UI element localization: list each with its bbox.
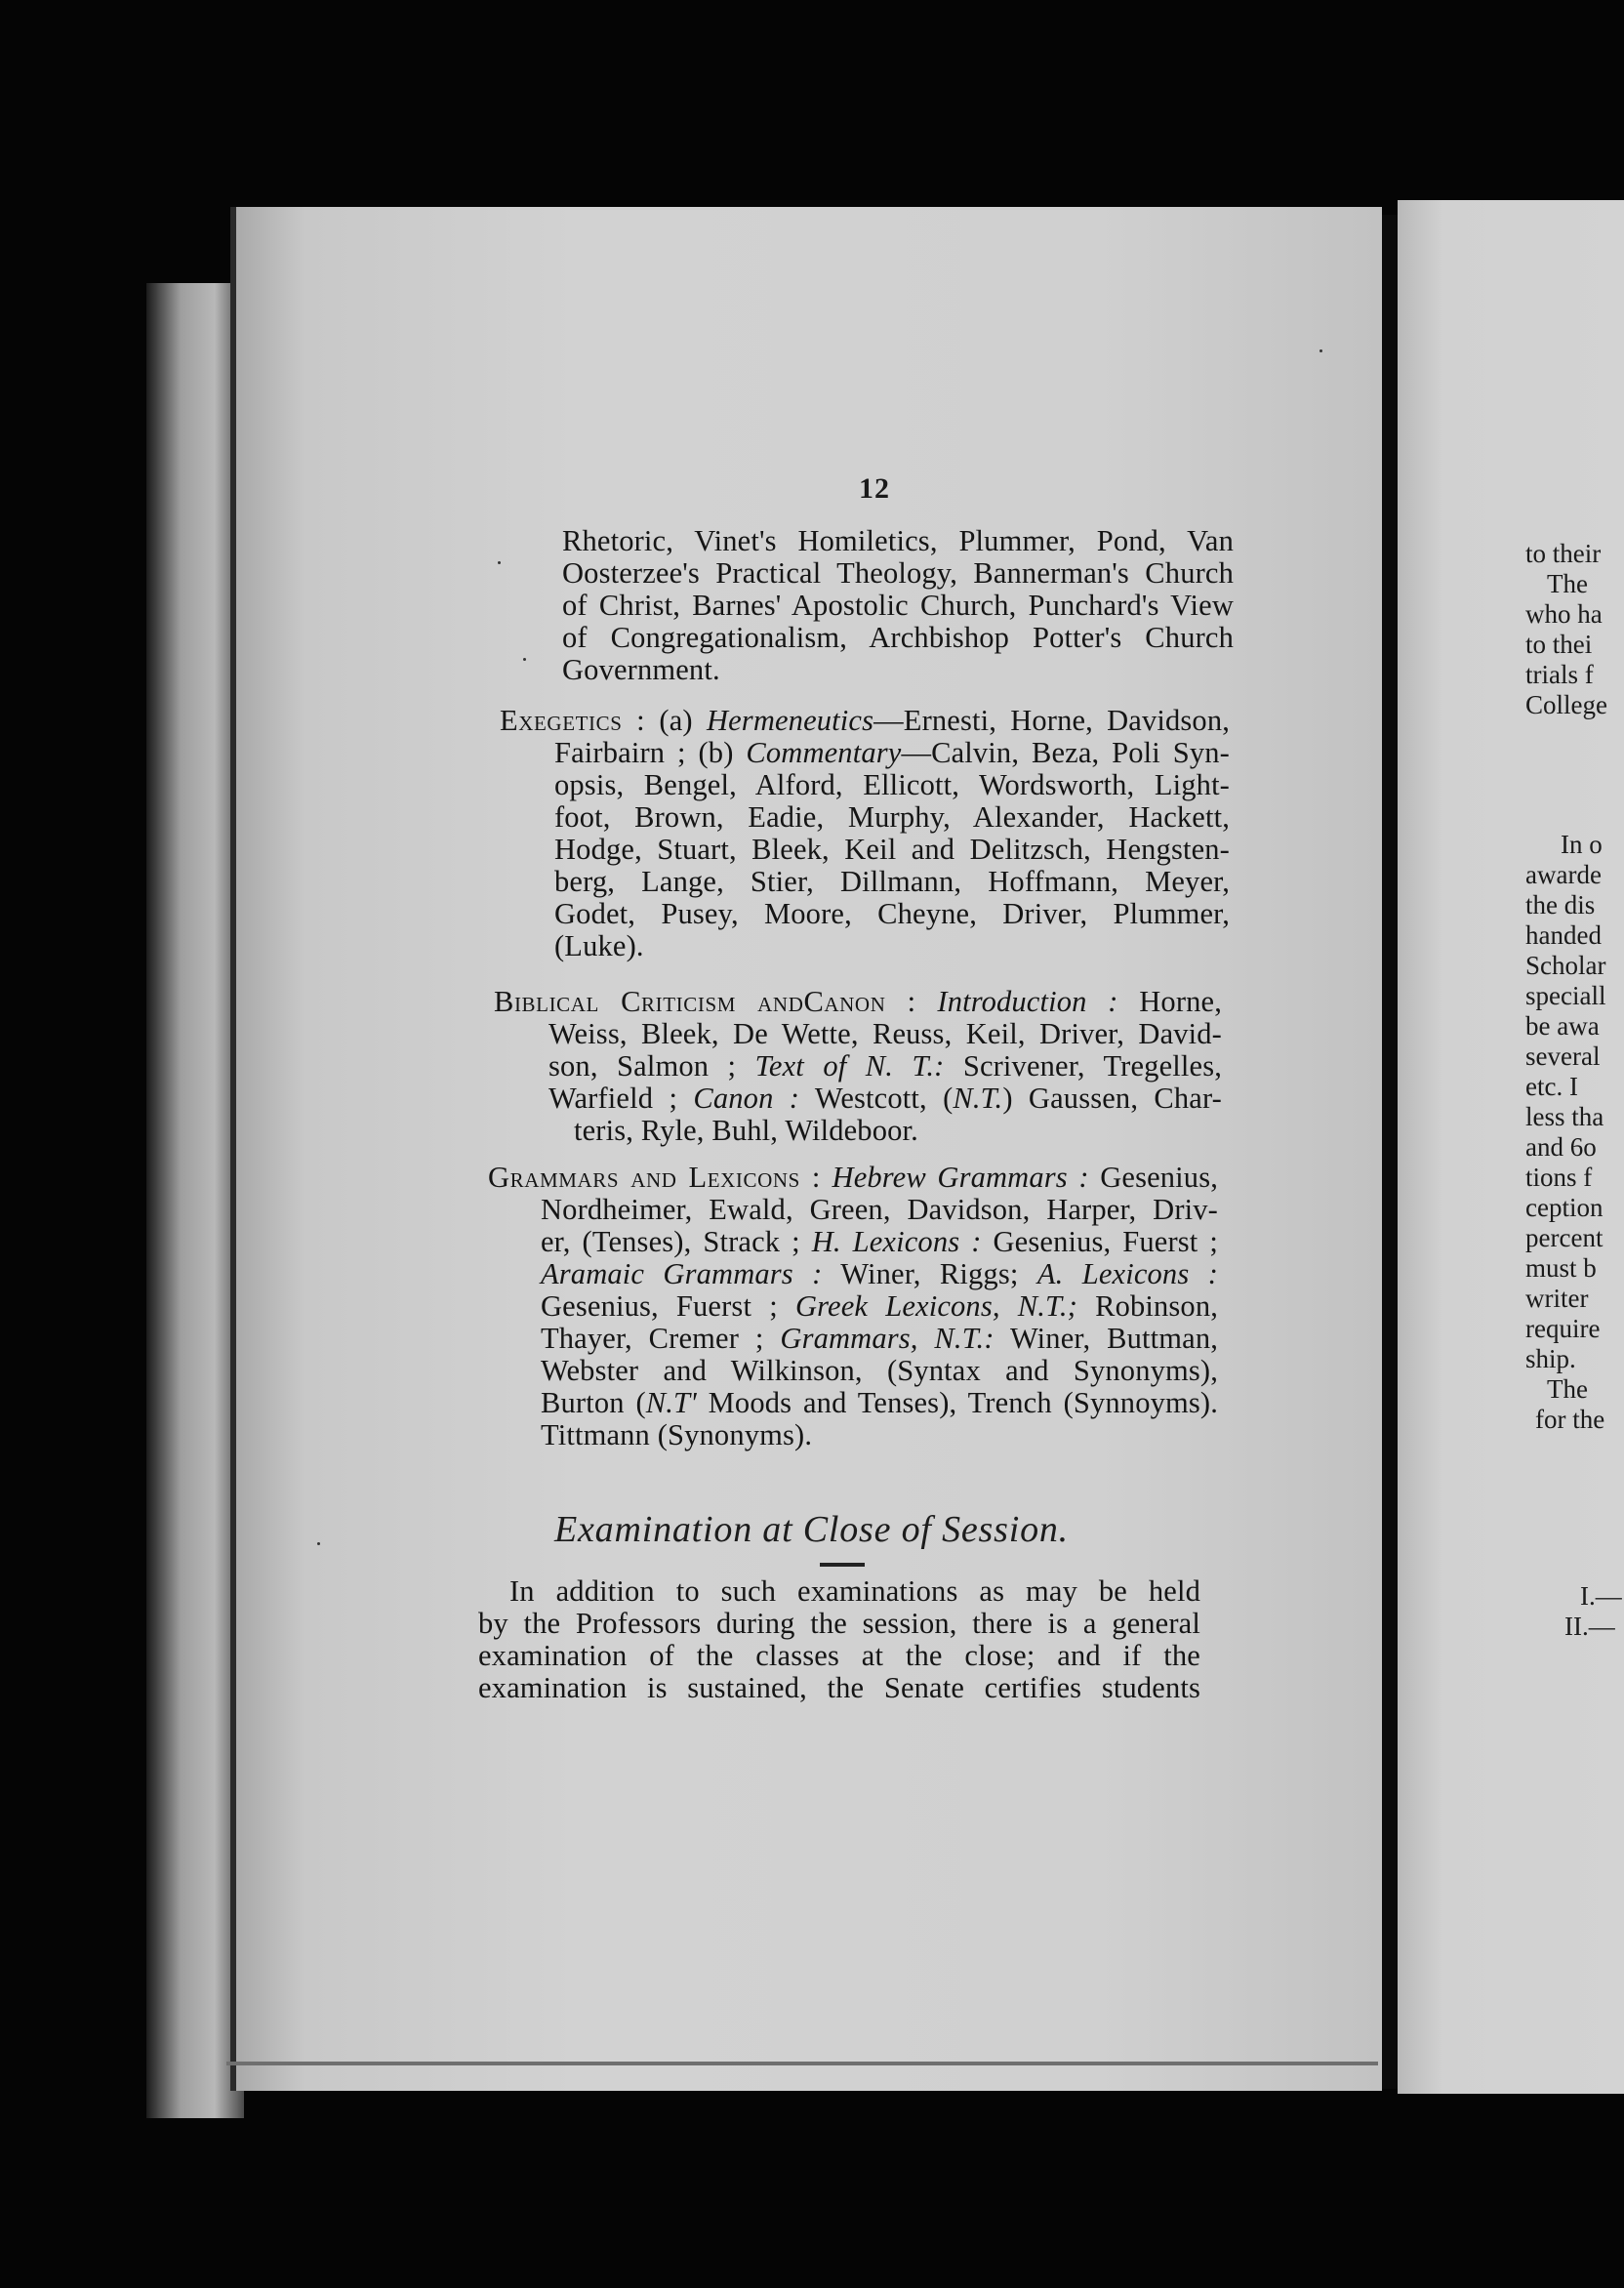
fragment-line: require [1525,1314,1601,1343]
text-line: Burton (N.T' Moods and Tenses), Trench (Synnoyms). [541,1386,1218,1419]
left-page [230,207,1382,2091]
text-line: teris, Ryle, Buhl, Wildeboor. [574,1114,918,1147]
text-line: of Christ, Barnes' Apostolic Church, Punchard's View [562,589,1234,622]
dust-speck [317,1542,320,1545]
fragment-line: must b [1525,1253,1597,1283]
fragment-line: ception [1525,1193,1604,1222]
text-line: foot, Brown, Eadie, Murphy, Alexander, Hackett, [554,800,1230,834]
text-line: examination is sustained, the Senate certifies students [478,1671,1200,1704]
fragment-line: College [1525,690,1607,719]
text-line: In addition to such examinations as may be held [509,1574,1200,1608]
fragment-line: tions f [1525,1163,1593,1192]
fragment-line: be awa [1525,1011,1600,1041]
text-line: Nordheimer, Ewald, Green, Davidson, Harper, Driv- [541,1193,1218,1226]
fragment-line: II.— [1564,1612,1615,1641]
page-number: 12 [859,472,890,505]
fragment-line: to their [1525,539,1602,568]
entry-head: Exegetics : [500,704,646,737]
right-page-text [1525,539,1622,1642]
text-line: berg, Lange, Stier, Dillmann, Hoffmann, Meyer, [554,865,1230,898]
text-line: Webster and Wilkinson, (Syntax and Synonyms), [541,1354,1218,1387]
examination-paragraph [478,1575,1200,1704]
text-line: Grammars and Lexicons : Hebrew Grammars : Gesenius, [488,1161,1218,1194]
fragment-line: for the [1535,1405,1605,1434]
fragment-line: the dis [1525,890,1596,919]
text-line: by the Professors during the session, there is a general [478,1607,1200,1640]
text-line: Warfield ; Canon : Westcott, (N.T.) Gaussen, Char- [548,1082,1222,1115]
fragment-line: In o [1561,830,1603,859]
fragment-line: to thei [1525,630,1593,659]
heading-rule [820,1563,865,1567]
text-line: Biblical Criticism andCanon : Introduction : Horne, [494,985,1222,1018]
section-heading: Examination at Close of Session. [554,1509,1069,1550]
text-line: examination of the classes at the close; and if the [478,1639,1200,1672]
continuation-paragraph [562,525,1234,686]
exegetics-entry [500,705,1230,962]
text-line: Hodge, Stuart, Bleek, Keil and Delitzsch, Hengsten- [554,833,1230,866]
fragment-line: and 6o [1525,1132,1597,1162]
fragment-line: ship. [1525,1344,1576,1373]
grammars-entry [488,1162,1218,1451]
text-line: son, Salmon ; Text of N. T.: Scrivener, Tregelles, [548,1049,1222,1083]
fragment-line: Scholar [1525,951,1606,980]
fragment-line: writer [1525,1284,1589,1313]
fragment-line: less tha [1525,1102,1604,1131]
dust-speck [523,658,526,661]
text-line: Gesenius, Fuerst ; Greek Lexicons, N.T.; Robinson, [541,1289,1218,1323]
text-line: Tittmann (Synonyms). [541,1418,813,1451]
page-bottom-rule [226,2062,1378,2065]
fragment-line: handed [1525,920,1602,950]
fragment-line: several [1525,1042,1601,1071]
text-line: Godet, Pusey, Moore, Cheyne, Driver, Plummer, [554,897,1230,930]
dust-speck [498,561,501,564]
entry-head: Grammars and Lexicons : [488,1161,821,1194]
book-gutter [1382,215,1398,2089]
fragment-line: who ha [1525,599,1603,629]
fragment-line: I.— [1580,1581,1622,1611]
fragment-line: etc. I [1525,1072,1578,1101]
fragment-line: The [1547,1374,1588,1404]
text-line: (Luke). [554,929,644,962]
fragment-line: speciall [1525,981,1606,1010]
text-line: Oosterzee's Practical Theology, Bannerman's Church [562,556,1234,590]
text-line: er, (Tenses), Strack ; H. Lexicons : Gesenius, Fuerst ; [541,1225,1218,1258]
text-line: Weiss, Bleek, De Wette, Reuss, Keil, Driver, David- [548,1017,1222,1050]
text-line: Thayer, Cremer ; Grammars, N.T.: Winer, Buttman, [541,1322,1218,1355]
fragment-line: awarde [1525,860,1602,889]
text-line: of Congregationalism, Archbishop Potter's Church [562,621,1234,654]
page-edge-stack [146,283,244,2118]
fragment-line: The [1547,569,1588,598]
text-line: Exegetics : (a) Hermeneutics—Ernesti, Horne, Davidson, [500,704,1231,737]
criticism-entry [494,986,1222,1147]
text-line: Rhetoric, Vinet's Homiletics, Plummer, Pond, Van [562,524,1234,557]
text-line: Fairbairn ; (b) Commentary—Calvin, Beza, Poli Syn- [554,736,1230,769]
dust-speck [1320,349,1322,352]
text-line: Government. [562,653,720,686]
text-line: Aramaic Grammars : Winer, Riggs; A. Lexicons : [541,1257,1219,1290]
fragment-line: trials f [1525,660,1594,689]
fragment-line: percent [1525,1223,1604,1252]
text-line: opsis, Bengel, Alford, Ellicott, Wordsworth, Light- [554,768,1230,801]
entry-head: Biblical Criticism andCanon : [494,985,916,1018]
